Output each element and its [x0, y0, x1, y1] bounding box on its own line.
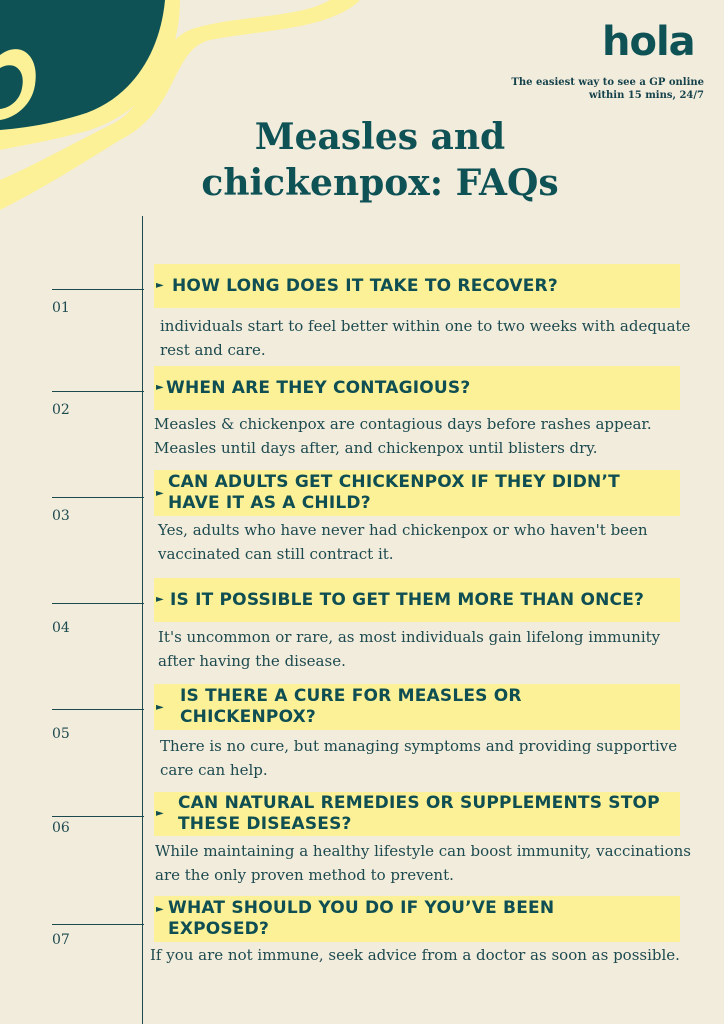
timeline-tick: [52, 391, 144, 392]
arrow-icon: ►: [156, 280, 164, 291]
timeline-tick: [52, 816, 144, 817]
faq-question: IS THERE A CURE FOR MEASLES OR CHICKENPOX?: [180, 686, 522, 727]
faq-answer: Measles & chickenpox are contagious days before rashes appear. Measles until days after, and chickenpox until blisters dry.: [154, 415, 652, 457]
timeline-tick: [52, 603, 144, 604]
faq-question-box: [154, 470, 680, 516]
arrow-icon: ►: [156, 594, 164, 605]
faq-question: CAN NATURAL REMEDIES OR SUPPLEMENTS STOP THESE DISEASES?: [178, 793, 660, 834]
faq-answer: individuals start to feel better within one to two weeks with adequate rest and care.: [160, 317, 691, 359]
faq-answer: Yes, adults who have never had chickenpox or who haven't been vaccinated can still contract it.: [158, 521, 648, 563]
timeline-line: [142, 216, 143, 1024]
timeline-tick: [52, 497, 144, 498]
faq-question: WHAT SHOULD YOU DO IF YOU’VE BEEN EXPOSED?: [168, 898, 555, 939]
hola-logo: hola: [602, 19, 695, 65]
timeline-tick: [52, 709, 144, 710]
faq-number: 07: [52, 932, 70, 948]
page-title: Measles and chickenpox: FAQs: [201, 116, 559, 204]
faq-number: 05: [52, 726, 70, 742]
timeline-tick: [52, 924, 144, 925]
faq-number: 01: [52, 300, 70, 316]
faq-number: 06: [52, 820, 70, 836]
arrow-icon: ►: [156, 808, 164, 819]
faq-answer: It's uncommon or rare, as most individuals gain lifelong immunity after having the disease.: [158, 628, 661, 670]
arrow-icon: ►: [156, 382, 164, 393]
tagline: The easiest way to see a GP online within 15 mins, 24/7: [511, 77, 704, 101]
faq-answer: While maintaining a healthy lifestyle can boost immunity, vaccinations are the only proven method to prevent.: [155, 842, 691, 884]
faq-answer: There is no cure, but managing symptoms and providing supportive care can help.: [160, 737, 678, 779]
faq-question-box: [154, 578, 680, 622]
faq-question-box: [154, 366, 680, 410]
arrow-icon: ►: [156, 488, 164, 499]
timeline-tick: [52, 289, 144, 290]
faq-answer: If you are not immune, seek advice from a doctor as soon as possible.: [150, 946, 680, 964]
arrow-icon: ►: [156, 904, 164, 915]
faq-question-box: [154, 792, 680, 836]
faq-question: HOW LONG DOES IT TAKE TO RECOVER?: [172, 275, 558, 296]
faq-question-box: [154, 684, 680, 730]
faq-question-box: [154, 264, 680, 308]
faq-number: 04: [52, 620, 70, 636]
faq-number: 02: [52, 402, 70, 418]
faq-question: WHEN ARE THEY CONTAGIOUS?: [166, 377, 471, 398]
arrow-icon: ►: [156, 702, 164, 713]
faq-question: IS IT POSSIBLE TO GET THEM MORE THAN ONCE?: [170, 589, 645, 610]
faq-number: 03: [52, 508, 70, 524]
faq-question: CAN ADULTS GET CHICKENPOX IF THEY DIDN’T HAVE IT AS A CHILD?: [168, 472, 620, 513]
faq-question-box: [154, 896, 680, 942]
